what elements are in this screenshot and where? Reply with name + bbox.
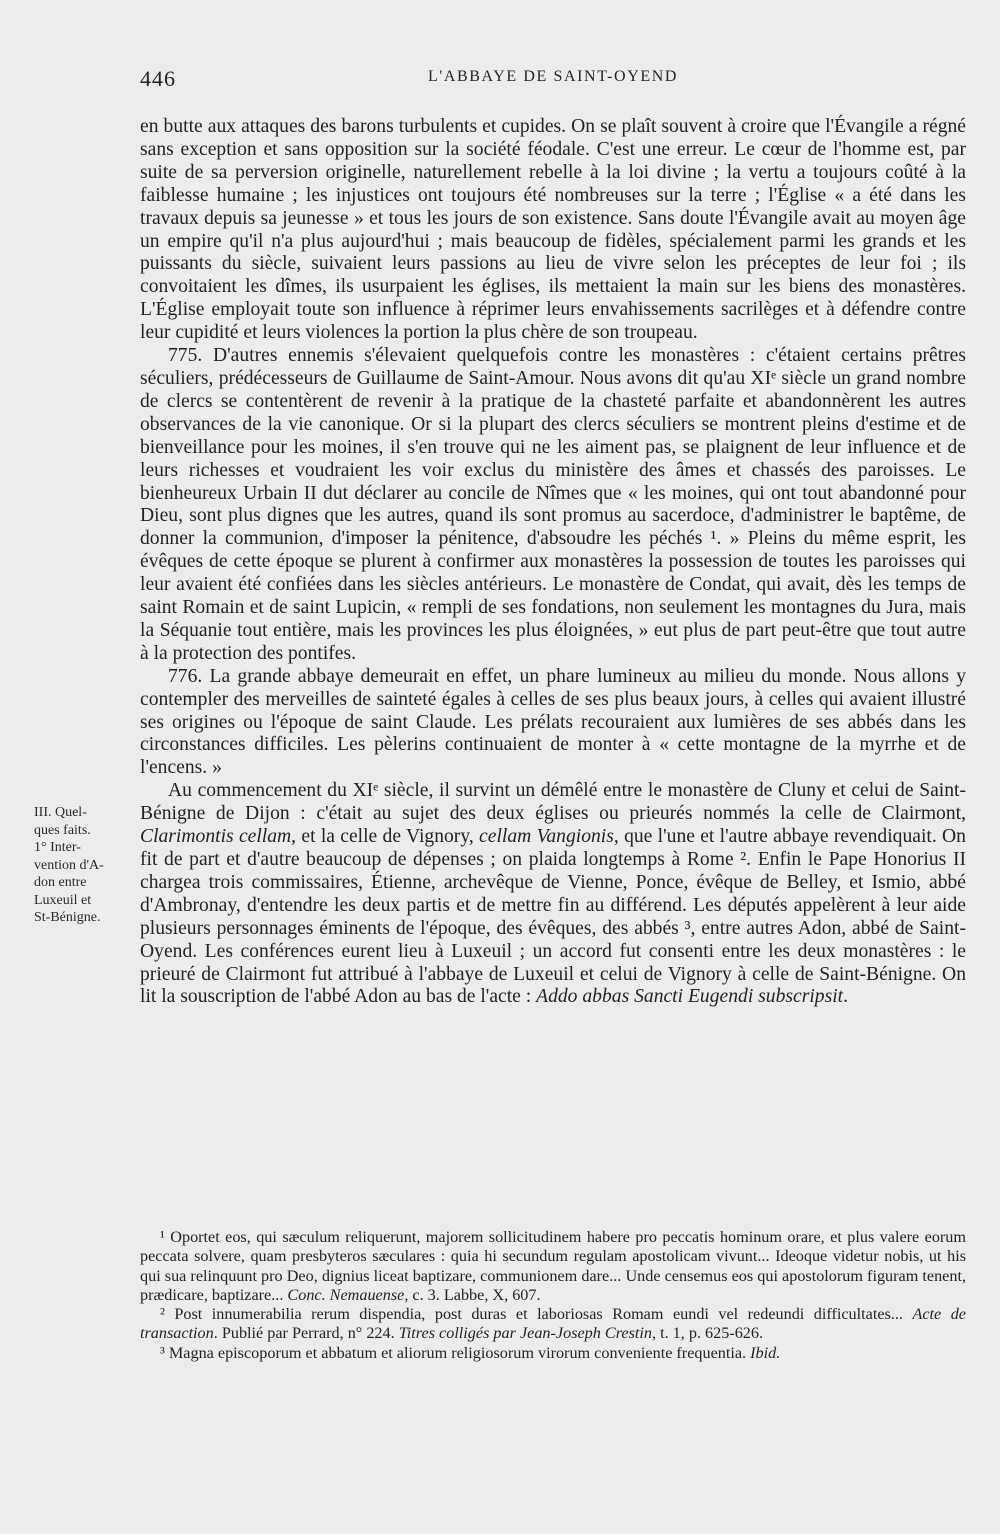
- latin-term: cellam Vangionis: [479, 826, 614, 848]
- page-number: 446: [140, 66, 176, 91]
- footnote-text: ² Post innumerabilia rerum dispendia, post duras et laboriosas Romam eundi vel redeundi difficultates...: [160, 1305, 913, 1324]
- margin-note-line: III. Quel-: [34, 805, 87, 820]
- margin-note: [34, 804, 134, 927]
- margin-note-line: vention d'A-: [34, 857, 104, 873]
- page-header: [140, 66, 966, 96]
- footnotes: [140, 1228, 966, 1363]
- footnote-3: [140, 1344, 966, 1363]
- running-title: L'ABBAYE DE SAINT-OYEND: [427, 68, 679, 85]
- paragraph-775: 775. D'autres ennemis s'élevaient quelquefois contre les monastères : c'étaient certains prêtres séculiers, prédécesseurs de Guillaume de Saint-Amour. Nous avons dit qu'au XIᵉ siècle un grand nombre de clercs se contentèrent de revenir à la pratique de la chasteté parfaite et abandonnèrent les autres observances de la vie canonique. Or si la plupart des clercs séculiers se montrent pleins d'estime et de bienveillance pour les moines, il s'en trouve qui ne les aiment pas, se plaignent de leur influence et de leurs richesses et voudraient les voir exclus du ministère des âmes et chassés des paroisses. Le bienheureux Urbain II dut déclarer au concile de Nîmes que « les moines, qui ont tout abandonné pour Dieu, sont plus dignes que les autres, quand ils sont promus au sacerdoce, d'administrer le baptême, de donner la communion, d'imposer la pénitence, d'absoudre les péchés ¹. » Pleins du même esprit, les évêques de cette époque se plurent à confirmer aux monastères la possession de toutes les paroisses qui leur avaient été confiées dans les siècles antérieurs. Le monastère de Condat, qui avait, dès les temps de saint Romain et de saint Lupicin, « rempli de ses fondations, non seulement les montagnes du Jura, mais la Séquanie tout entière, mais les provinces les plus éloignées, » eut plus de part peut-être que tout autre à la protection des pontifes.: [140, 345, 966, 664]
- footnote-text: , t. 1, p. 625-626.: [651, 1324, 764, 1343]
- paragraph-text: .: [843, 986, 848, 1008]
- main-text: [140, 116, 966, 1009]
- footnote-2: [140, 1305, 966, 1344]
- margin-note-line: Luxeuil et: [34, 892, 92, 908]
- margin-note-line: St-Bénigne.: [34, 910, 101, 925]
- margin-note-line: 1° Inter-: [34, 840, 81, 855]
- footnote-citation: Ibid.: [750, 1343, 781, 1362]
- footnote-text: ³ Magna episcoporum et abbatum et aliorum religiosorum virorum conveniente frequentia.: [160, 1343, 751, 1362]
- paragraph-text: , et la celle de Vignory,: [291, 826, 480, 848]
- latin-term: Clarimontis cellam: [140, 826, 292, 848]
- footnote-text: ¹ Oportet eos, qui sæculum reliquerunt, majorem sollicitudinem habere pro peccatis hominum orare, et plus valere eorum peccata solvere, quam presbyteros sæculares : quia hi secundum regulam apostolicam vivunt... Ideoque videtur nobis, ut his qui sua relinquunt pro Deo, dignius liceat baptizare, communionem dare... Unde censemus eos qui apostolorum figuram tenent, prædicare, baptizare...: [140, 1228, 966, 1304]
- footnote-citation: Acte de transaction: [140, 1305, 966, 1343]
- footnote-text: . Publié par Perrard, n° 224.: [213, 1324, 399, 1343]
- latin-subscription: Addo abbas Sancti Eugendi subscripsit: [536, 986, 844, 1008]
- paragraph-text: , que l'une et l'autre abbaye revendiquait. On fit de part et d'autre beaucoup de dépenses ; on plaida longtemps à Rome ². Enfin le Pape Honorius II chargea trois commissaires, Étienne, archevêque de Vienne, Ponce, évêque de Belley, et Ismio, abbé d'Ambronay, d'entendre les deux partis et de mettre fin au différend. Les députés appelèrent à leur aide plusieurs personnages éminents de l'époque, des évêques, des abbés ³, entre autres Adon, abbé de Saint-Oyend. Les conférences eurent lieu à Luxeuil ; un accord fut consenti entre les deux monastères : le prieuré de Clairmont fut attribué à l'abbaye de Luxeuil et celui de Vignory à celle de Saint-Bénigne. On lit la souscription de l'abbé Adon au bas de l'acte :: [140, 826, 966, 1008]
- margin-note-line: don entre: [34, 875, 87, 890]
- paragraph-text: Au commencement du XIᵉ siècle, il survint un démêlé entre le monastère de Cluny et celui de Saint-Bénigne de Dijon : c'était au sujet des deux églises ou prieurés nommés la celle de Clairmont,: [140, 780, 966, 825]
- footnote-citation: Titres colligés par Jean-Joseph Crestin: [398, 1324, 652, 1343]
- paragraph-776: 776. La grande abbaye demeurait en effet, un phare lumineux au milieu du monde. Nous allons y contempler des merveilles de sainteté égales à celles de ses plus beaux jours, à celles qui avaient illustré ses origines ou l'époque de saint Claude. Les prélats recouraient aux lumières de ses abbés dans les circonstances difficiles. Les pèlerins continuaient de monter à « cette montagne de la myrrhe et de l'encens. »: [140, 665, 966, 779]
- footnote-text: , c. 3. Labbe, X, 607.: [404, 1285, 541, 1304]
- footnote-citation: Conc. Nemauense: [287, 1285, 405, 1304]
- paragraph-continuation: en butte aux attaques des barons turbulents et cupides. On se plaît souvent à croire que l'Évangile a régné sans exception et sans opposition sur la société féodale. C'est une erreur. Le cœur de l'homme est, par suite de sa perversion originelle, naturellement rebelle à la loi divine ; la vertu a toujours coûté à la faiblesse humaine ; les injustices ont toujours été nombreuses sur la terre ; l'Église « a été dans les travaux depuis sa jeunesse » et tous les jours de son existence. Sans doute l'Évangile avait au moyen âge un empire qu'il n'a plus aujourd'hui ; mais beaucoup de fidèles, spécialement parmi les grands et les puissants du siècle, suivaient leurs passions au lieu de vivre selon les préceptes de leur foi ; ils convoitaient les dîmes, ils usurpaient les églises, ils mettaient la main sur les biens des monastères. L'Église employait toute son influence à réprimer leurs envahissements sacrilèges et à défendre contre leur cupidité et leurs violences la portion la plus chère de son troupeau.: [140, 116, 966, 344]
- footnote-1: [140, 1228, 966, 1305]
- paragraph-clairmont-dispute: [140, 780, 966, 1009]
- margin-note-line: ques faits.: [34, 822, 91, 838]
